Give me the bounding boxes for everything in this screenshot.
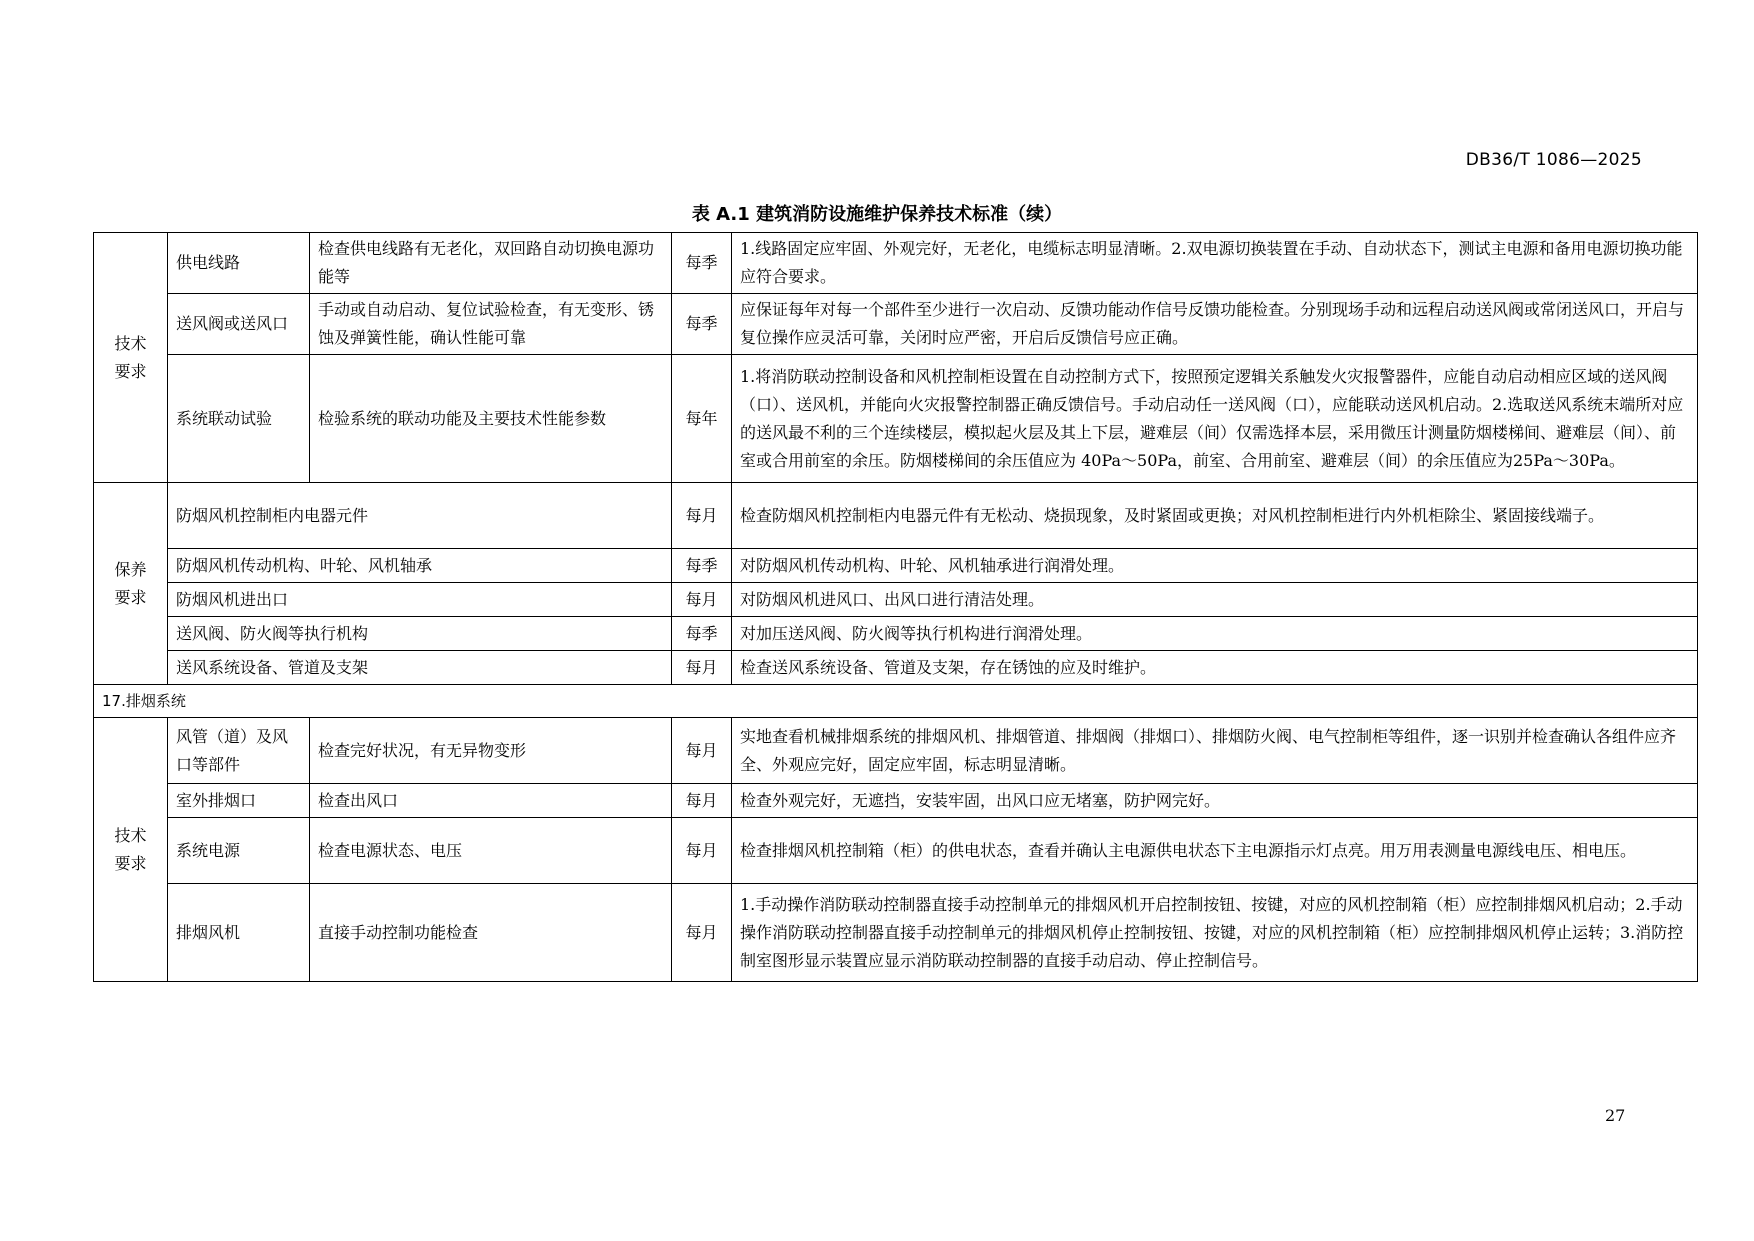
frequency-cell: 每月 [672, 583, 732, 617]
standard-cell: 1.手动操作消防联动控制器直接手动控制单元的排烟风机开启控制按钮、按键，对应的风机控制箱（柜）应控制排烟风机启动；2.手动操作消防联动控制器直接手动控制单元的排烟风机停止控制按钮、按键，对应的风机控制箱（柜）应控制排烟风机停止运转；3.消防控制室图形显示装置应显示消防联动控制器的直接手动启动、停止控制信号。 [732, 884, 1698, 982]
item-cell: 排烟风机 [168, 884, 310, 982]
item-cell: 风管（道）及风口等部件 [168, 718, 310, 784]
item-cell: 防烟风机进出口 [168, 583, 672, 617]
item-cell: 防烟风机控制柜内电器元件 [168, 483, 672, 549]
category-cell: 技术 要求 [94, 718, 168, 982]
check-cell: 检查完好状况，有无异物变形 [310, 718, 672, 784]
frequency-cell: 每季 [672, 549, 732, 583]
standard-cell: 1.将消防联动控制设备和风机控制柜设置在自动控制方式下，按照预定逻辑关系触发火灾报警器件，应能自动启动相应区域的送风阀（口）、送风机，并能向火灾报警控制器正确反馈信号。手动启动任一送风阀（口），应能联动送风机启动。2.选取送风系统末端所对应的送风最不利的三个连续楼层，模拟起火层及其上下层，避难层（间）仅需选择本层，采用微压计测量防烟楼梯间、避难层（间）、前室或合用前室的余压。防烟楼梯间的余压值应为 40Pa～50Pa，前室、合用前室、避难层（间）的余压值应为25Pa～30Pa。 [732, 355, 1698, 483]
table-row [94, 784, 1698, 818]
item-cell: 送风阀或送风口 [168, 294, 310, 355]
maintenance-standard-table [93, 232, 1698, 982]
document-code: DB36/T 1086—2025 [1465, 150, 1642, 170]
category-cell: 技术 要求 [94, 233, 168, 483]
check-cell: 检查供电线路有无老化，双回路自动切换电源功能等 [310, 233, 672, 294]
check-cell: 检查电源状态、电压 [310, 818, 672, 884]
table-row [94, 294, 1698, 355]
frequency-cell: 每月 [672, 784, 732, 818]
table-row [94, 355, 1698, 483]
table-row [94, 718, 1698, 784]
item-cell: 室外排烟口 [168, 784, 310, 818]
item-cell: 供电线路 [168, 233, 310, 294]
standard-cell: 对防烟风机传动机构、叶轮、风机轴承进行润滑处理。 [732, 549, 1698, 583]
standard-cell: 检查送风系统设备、管道及支架，存在锈蚀的应及时维护。 [732, 651, 1698, 685]
item-cell: 防烟风机传动机构、叶轮、风机轴承 [168, 549, 672, 583]
check-cell: 检查出风口 [310, 784, 672, 818]
table-row [94, 818, 1698, 884]
standard-cell: 应保证每年对每一个部件至少进行一次启动、反馈功能动作信号反馈功能检查。分别现场手动和远程启动送风阀或常闭送风口，开启与复位操作应灵活可靠，关闭时应严密，开启后反馈信号应正确。 [732, 294, 1698, 355]
standard-cell: 实地查看机械排烟系统的排烟风机、排烟管道、排烟阀（排烟口）、排烟防火阀、电气控制柜等组件，逐一识别并检查确认各组件应齐全、外观应完好，固定应牢固，标志明显清晰。 [732, 718, 1698, 784]
frequency-cell: 每季 [672, 294, 732, 355]
table-row [94, 617, 1698, 651]
table-row [94, 483, 1698, 549]
table-row [94, 549, 1698, 583]
frequency-cell: 每月 [672, 818, 732, 884]
frequency-cell: 每月 [672, 651, 732, 685]
page-number: 27 [1605, 1106, 1626, 1125]
frequency-cell: 每季 [672, 617, 732, 651]
table-title: 表 A.1 建筑消防设施维护保养技术标准（续） [691, 204, 1063, 225]
table-row [94, 233, 1698, 294]
section-row [94, 685, 1698, 718]
item-cell: 送风阀、防火阀等执行机构 [168, 617, 672, 651]
section-heading: 17.排烟系统 [94, 685, 1698, 718]
frequency-cell: 每月 [672, 483, 732, 549]
item-cell: 系统电源 [168, 818, 310, 884]
standard-cell: 检查防烟风机控制柜内电器元件有无松动、烧损现象，及时紧固或更换；对风机控制柜进行内外机柜除尘、紧固接线端子。 [732, 483, 1698, 549]
table-row [94, 884, 1698, 982]
item-cell: 送风系统设备、管道及支架 [168, 651, 672, 685]
check-cell: 直接手动控制功能检查 [310, 884, 672, 982]
standard-cell: 检查排烟风机控制箱（柜）的供电状态，查看并确认主电源供电状态下主电源指示灯点亮。用万用表测量电源线电压、相电压。 [732, 818, 1698, 884]
table-row [94, 651, 1698, 685]
standard-cell: 1.线路固定应牢固、外观完好，无老化，电缆标志明显清晰。2.双电源切换装置在手动、自动状态下，测试主电源和备用电源切换功能应符合要求。 [732, 233, 1698, 294]
category-cell: 保养 要求 [94, 483, 168, 685]
check-cell: 手动或自动启动、复位试验检查，有无变形、锈蚀及弹簧性能，确认性能可靠 [310, 294, 672, 355]
frequency-cell: 每年 [672, 355, 732, 483]
item-cell: 系统联动试验 [168, 355, 310, 483]
table-row [94, 583, 1698, 617]
check-cell: 检验系统的联动功能及主要技术性能参数 [310, 355, 672, 483]
standard-cell: 对加压送风阀、防火阀等执行机构进行润滑处理。 [732, 617, 1698, 651]
frequency-cell: 每月 [672, 718, 732, 784]
standard-cell: 检查外观完好，无遮挡，安装牢固，出风口应无堵塞，防护网完好。 [732, 784, 1698, 818]
standard-cell: 对防烟风机进风口、出风口进行清洁处理。 [732, 583, 1698, 617]
frequency-cell: 每月 [672, 884, 732, 982]
frequency-cell: 每季 [672, 233, 732, 294]
